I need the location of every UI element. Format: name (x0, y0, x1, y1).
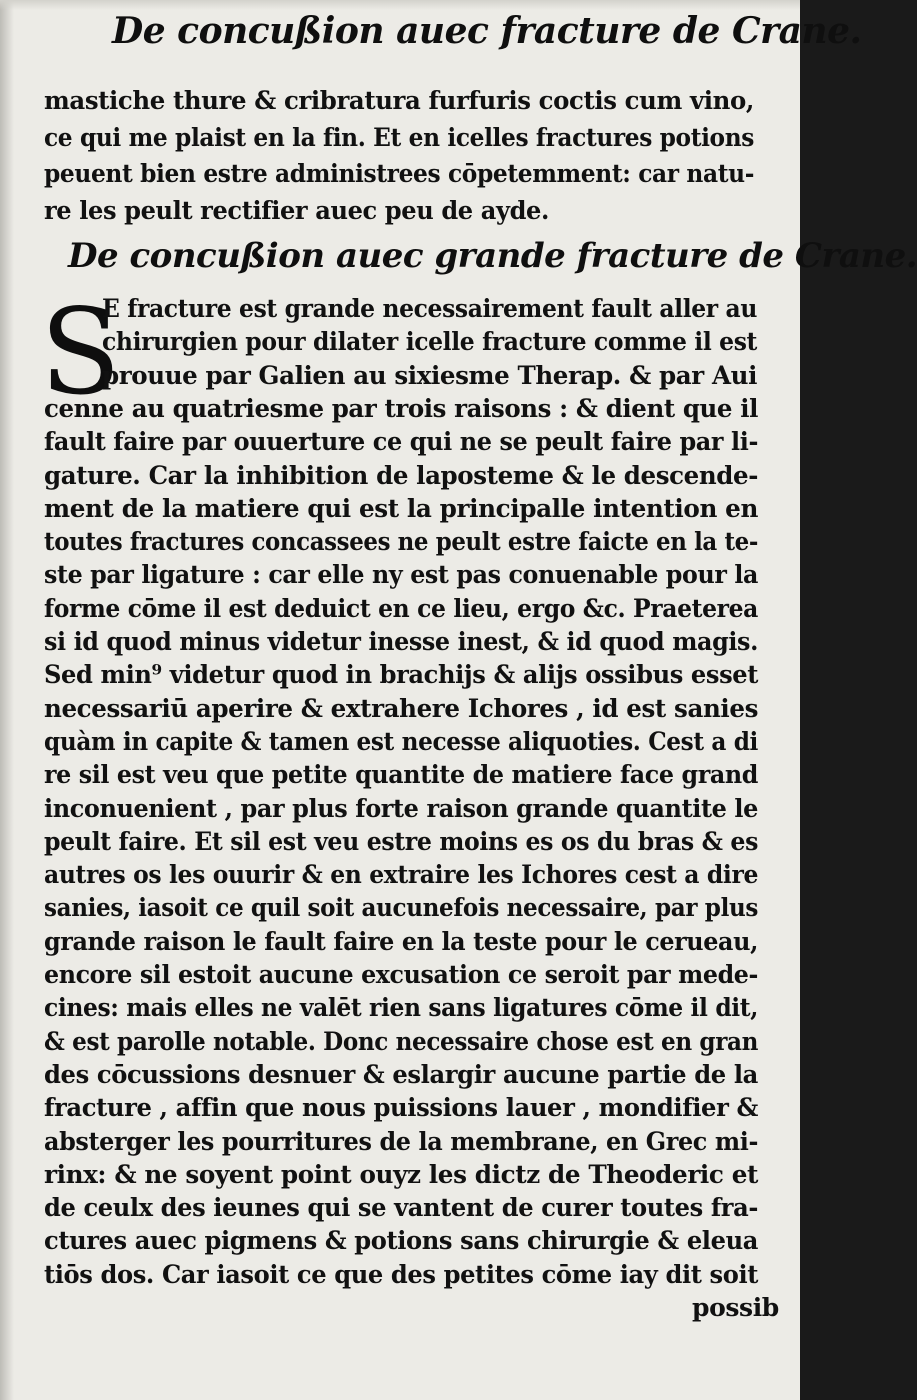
text-line: grande raison le fault faire en la teste pour le cerueau, (44, 926, 758, 956)
text-line: peuent bien estre administrees cōpetemment: car natu- (44, 159, 754, 188)
text-line: & est parolle notable. Donc necessaire chose est en gran (44, 1026, 758, 1056)
text-line: peult faire. Et sil est veu estre moins es os du bras & es (44, 826, 758, 856)
text-line: autres os les ouurir & en extraire les Ichores cest a dire (44, 860, 758, 890)
text-line: possib (692, 1293, 779, 1322)
section-heading: De concußion auec grande fracture de Crane. (68, 236, 917, 276)
text-line: tiōs dos. Car iasoit ce que des petites cōme iay dit soit (44, 1259, 758, 1289)
text-line: re les peult rectifier auec peu de ayde. (44, 195, 549, 225)
text-line: ctures auec pigmens & potions sans chirurgie & eleua (44, 1226, 758, 1256)
text-line: fracture , affin que nous puissions lauer , mondifier & (44, 1093, 758, 1123)
text-line: chirurgien pour dilater icelle fracture comme il est (102, 327, 757, 357)
text-line: prouue par Galien au sixiesme Therap. & par Aui (102, 360, 757, 390)
text-line: encore sil estoit aucune excusation ce seroit par mede- (44, 960, 758, 989)
text-line: fault faire par ouuerture ce qui ne se peult faire par li- (44, 427, 758, 457)
text-line: de ceulx des ieunes qui se vantent de curer toutes fra- (44, 1193, 758, 1223)
text-line: E fracture est grande necessairement fault aller au (102, 294, 757, 323)
text-line: sanies, iasoit ce quil soit aucunefois necessaire, par plus (44, 893, 758, 923)
text-line: necessariū aperire & extrahere Ichores , id est sanies (44, 693, 758, 723)
text-line: quàm in capite & tamen est necesse aliquoties. Cest a di (44, 726, 758, 756)
text-line: ment de la matiere qui est la principalle intention en (44, 493, 758, 523)
text-line: mastiche thure & cribratura furfuris coctis cum vino, (44, 86, 754, 115)
drop-cap: S (40, 283, 121, 421)
text-line: forme cōme il est deduict en ce lieu, ergo &c. Praeterea (44, 593, 758, 623)
text-line: gature. Car la inhibition de laposteme & le descende- (44, 460, 758, 490)
text-line: cines: mais elles ne valēt rien sans ligatures cōme il dit, (44, 993, 758, 1023)
text-line: rinx: & ne soyent point ouyz les dictz de Theoderic et (44, 1159, 758, 1189)
text-line: ste par ligature : car elle ny est pas conuenable pour la (44, 560, 758, 590)
text-line: si id quod minus videtur inesse inest, & id quod magis. (44, 627, 758, 656)
text-line: ce qui me plaist en la fin. Et en icelles fractures potions (44, 122, 754, 152)
text-line: absterger les pourritures de la membrane, en Grec mi- (44, 1126, 758, 1156)
text-line: inconuenient , par plus forte raison grande quantite le (44, 793, 758, 823)
text-line: cenne au quatriesme par trois raisons : & dient que il (44, 393, 758, 423)
text-line: re sil est veu que petite quantite de matiere face grand (44, 760, 758, 790)
text-line: toutes fractures concassees ne peult estre faicte en la te- (44, 527, 758, 557)
text-line: Sed min⁹ videtur quod in brachijs & alijs ossibus esset (44, 660, 758, 690)
text-line: des cōcussions desnuer & eslargir aucune partie de la (44, 1059, 758, 1089)
running-heading: De concußion auec fracture de Crane. (112, 10, 862, 52)
